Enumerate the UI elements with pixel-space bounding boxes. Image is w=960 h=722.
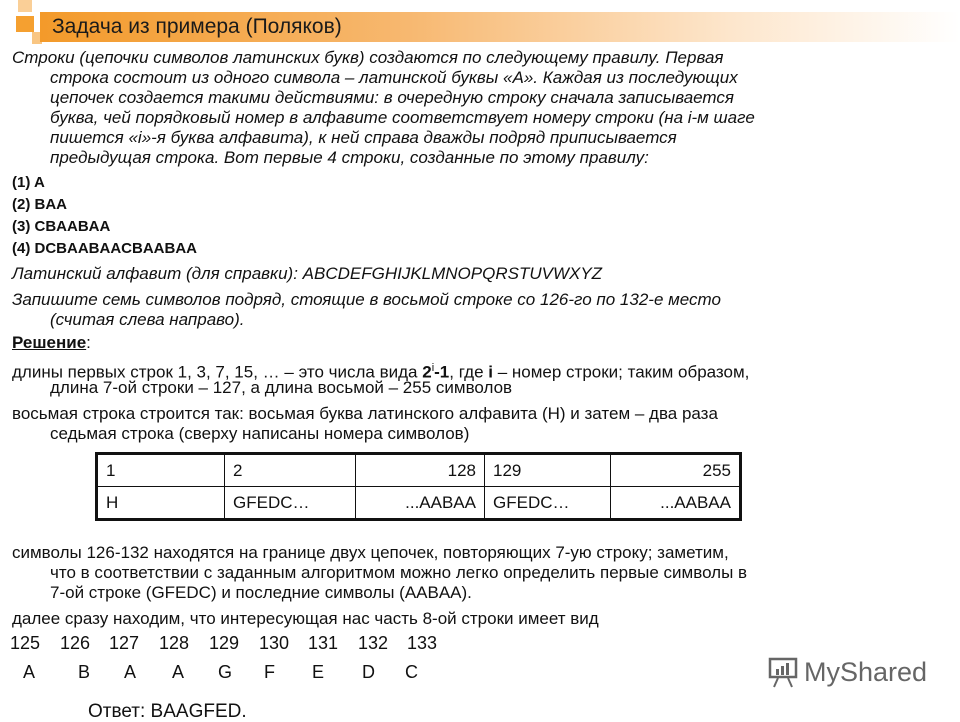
problem-line: Строки (цепочки символов латинских букв) создаются по следующему правилу. Первая [12, 48, 724, 67]
text: длины первых строк 1, 3, 7, 15, … – это числа вида [12, 362, 423, 382]
table-row [97, 487, 741, 520]
position-number: 132 [358, 633, 389, 653]
myshared-watermark [768, 656, 927, 688]
problem-line: цепочек создается такими действиями: в очередную строку сначала записывается [50, 88, 734, 107]
formula-rest: -1 [434, 362, 450, 382]
table-cell: 1 [97, 454, 225, 487]
solution-line: далее сразу находим, что интересующая нас часть 8-ой строки имеет вид [12, 609, 599, 628]
letter: E [312, 662, 325, 682]
problem-line: пишется «i»-я буква алфавита), к ней справа дважды подряд приписывается [50, 128, 677, 147]
problem-line: предыдущая строка. Вот первые 4 строки, созданные по этому правилу: [50, 148, 649, 167]
position-number: 127 [109, 633, 140, 653]
table-cell: H [97, 487, 225, 520]
decor-square [16, 16, 34, 32]
example-line: (3) CBAABAA [12, 218, 111, 235]
string-structure-table [95, 452, 742, 521]
task-line: (считая слева направо). [50, 310, 245, 329]
letter: D [362, 662, 375, 682]
table-cell: 128 [356, 454, 485, 487]
letter: C [405, 662, 418, 682]
formula-exp: i [431, 362, 435, 374]
solution-colon: : [86, 333, 91, 352]
var-i: i [488, 362, 493, 382]
table-cell: GFEDC… [225, 487, 356, 520]
example-line: (4) DCBAABAACBAABAA [12, 240, 197, 257]
letter: A [23, 662, 36, 682]
table-cell: ...AABAA [356, 487, 485, 520]
table-cell: 255 [611, 454, 741, 487]
solution-heading [12, 333, 91, 353]
letter: A [124, 662, 137, 682]
position-number: 131 [308, 633, 339, 653]
position-number: 128 [159, 633, 190, 653]
position-number: 126 [60, 633, 91, 653]
decor-square [18, 0, 32, 12]
problem-line: буква, чей порядковый номер в алфавите соответствует номеру строки (на i-м шаге [50, 108, 755, 127]
position-number: 130 [259, 633, 290, 653]
solution-line: что в соответствии с заданным алгоритмом можно легко определить первые символы в [50, 563, 748, 582]
table-cell: 2 [225, 454, 356, 487]
watermark-text: MyShared [804, 656, 928, 687]
slide-title: Задача из примера (Поляков) [52, 15, 342, 38]
letter: A [172, 662, 185, 682]
table-cell: GFEDC… [485, 487, 611, 520]
problem-line: строка состоит из одного символа – латинской буквы «А». Каждая из последующих [50, 68, 738, 87]
solution-line: седьмая строка (сверху написаны номера символов) [50, 424, 470, 443]
position-number: 129 [209, 633, 240, 653]
example-line: (2) BAA [12, 196, 67, 213]
letter: G [218, 662, 233, 682]
table-row [97, 454, 741, 487]
table-cell: ...AABAA [611, 487, 741, 520]
letter: F [264, 662, 275, 682]
presentation-board-icon [768, 656, 798, 688]
alphabet-line: Латинский алфавит (для справки): ABCDEFGHIJKLMNOPQRSTUVWXYZ [12, 264, 603, 283]
solution-line: 7-ой строке (GFEDC) и последние символы (AABAA). [50, 583, 472, 602]
task-line: Запишите семь символов подряд, стоящие в восьмой строке со 126-го по 132-е место [12, 290, 721, 309]
position-number: 133 [407, 633, 438, 653]
solution-line: длина 7-ой строки – 127, а длина восьмой – 255 символов [50, 378, 513, 397]
text: , где [449, 362, 489, 382]
letter: B [78, 662, 91, 682]
formula-base: 2 [422, 362, 432, 382]
text: – номер строки; таким образом, [492, 362, 750, 382]
example-line: (1) A [12, 174, 45, 191]
answer: Ответ: BAAGFED. [88, 701, 247, 722]
solution-line: восьмая строка строится так: восьмая буква латинского алфавита (H) и затем – два раза [12, 404, 718, 423]
solution-label: Решение [12, 333, 87, 352]
solution-line: символы 126-132 находятся на границе двух цепочек, повторяющих 7-ую строку; заметим, [12, 543, 729, 562]
table-cell: 129 [485, 454, 611, 487]
position-number: 125 [10, 633, 41, 653]
